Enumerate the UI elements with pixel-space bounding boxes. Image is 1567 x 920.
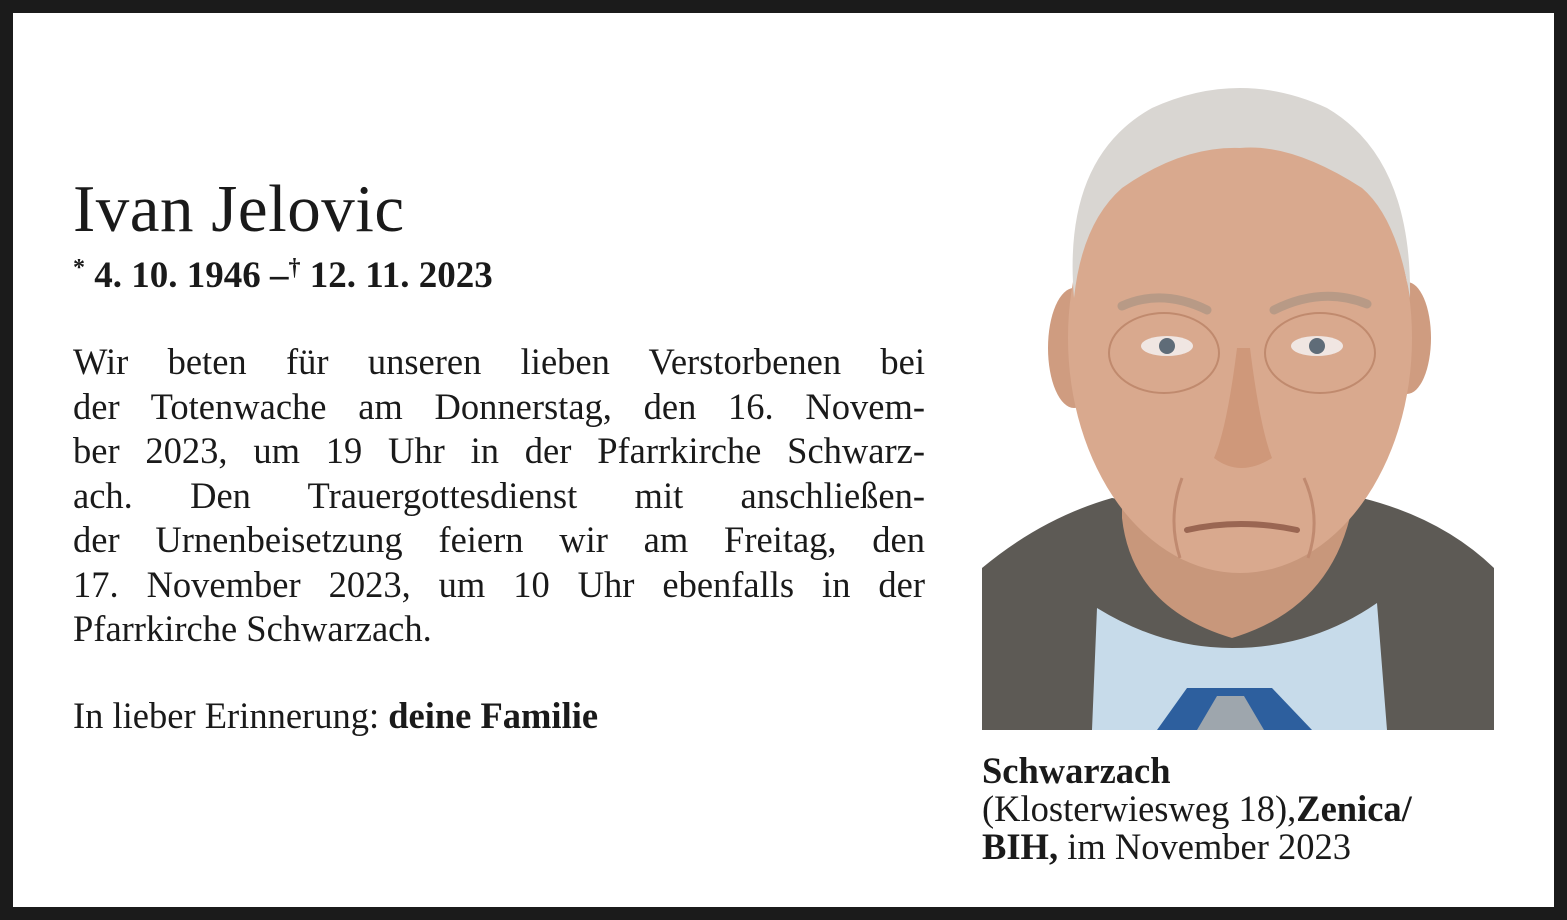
date-dash: – <box>270 255 289 296</box>
closing-signature: deine Familie <box>388 695 599 736</box>
place-date: im November 2023 <box>1067 826 1352 867</box>
place-origin-city: Zenica/ <box>1296 788 1412 829</box>
deceased-name: Ivan Jelovic <box>73 172 405 246</box>
death-date: 12. 11. 2023 <box>309 255 493 296</box>
portrait-illustration <box>982 48 1494 730</box>
place-town: Schwarzach <box>982 750 1171 791</box>
text-line: Pfarrkirche Schwarzach. <box>73 608 432 649</box>
portrait-photo <box>982 48 1494 730</box>
place-info <box>982 752 1502 866</box>
birth-date: 4. 10. 1946 <box>94 255 261 296</box>
text-line: der Totenwache am Donnerstag, den 16. Novem- <box>73 385 925 427</box>
closing-line <box>73 696 598 736</box>
text-line: der Urnenbeisetzung feiern wir am Freitag, den <box>73 519 925 560</box>
text-line: ach. Den Trauergottesdienst mit anschließen- <box>73 474 925 516</box>
text-line: ber 2023, um 19 Uhr in der Pfarrkirche Schwarz- <box>73 430 925 471</box>
closing-text: In lieber Erinnerung: <box>73 695 380 736</box>
place-origin-country: BIH, <box>982 826 1059 867</box>
place-line-2 <box>982 790 1502 828</box>
death-symbol: † <box>288 255 301 281</box>
place-address: (Klosterwiesweg 18), <box>982 788 1297 829</box>
birth-symbol: * <box>73 255 85 281</box>
life-dates <box>73 256 493 294</box>
text-line: 17. November 2023, um 10 Uhr ebenfalls in der <box>73 563 925 605</box>
obituary-text <box>73 340 925 652</box>
text-line: Wir beten für unseren lieben Verstorbenen bei <box>73 341 925 382</box>
place-line-3 <box>982 828 1502 866</box>
